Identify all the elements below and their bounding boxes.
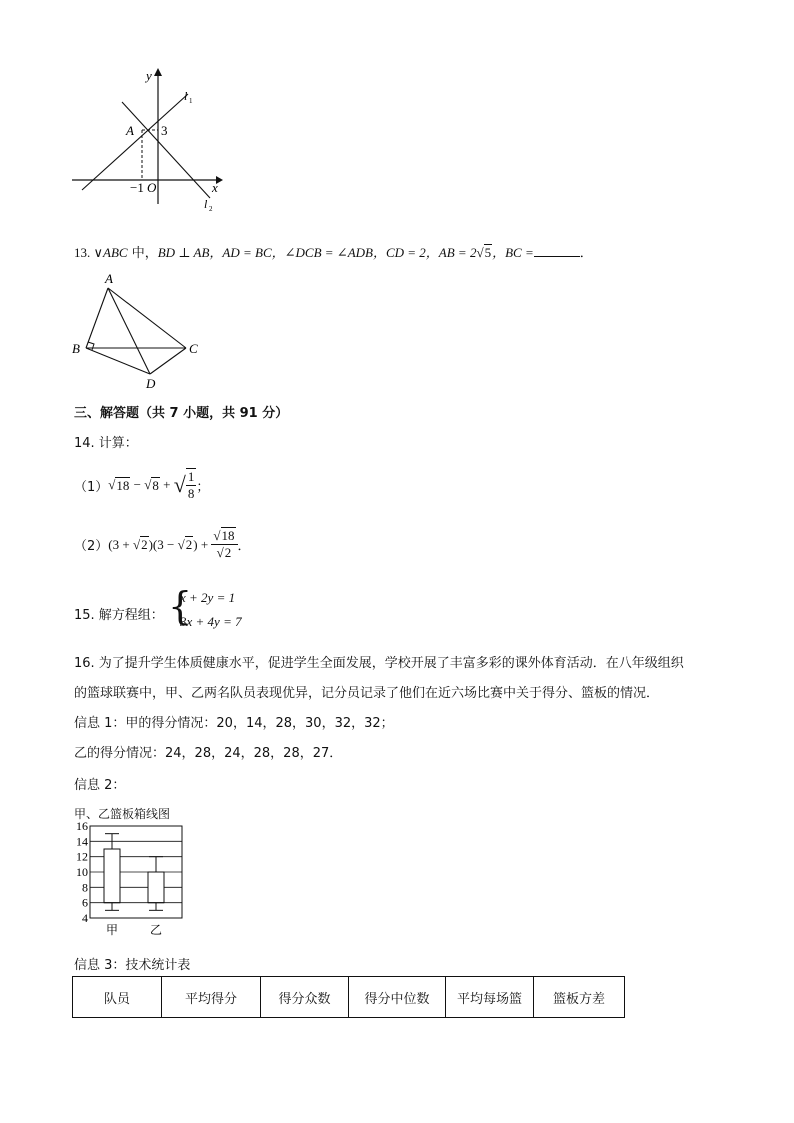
segment-cd <box>150 348 186 374</box>
y-tick-label: 8 <box>82 880 88 895</box>
segment-ad <box>108 288 150 374</box>
q14-fraction-sqrt18-sqrt2 <box>211 528 237 561</box>
q14-part1-end: ； <box>196 479 210 495</box>
q16-line-2: 的篮球联赛中，甲、乙两名队员表现优异，记分员记录了他们在近六场比赛中关于得分、篮板的情况． <box>74 686 660 701</box>
q14-sqrt18: 18 <box>116 477 130 493</box>
q16-info-1b: 乙的得分情况：24，28，24，28，28，27． <box>74 746 343 761</box>
l1-subscript: 1 <box>189 97 193 105</box>
x-category-label: 乙 <box>149 923 163 937</box>
q14-frac-sqrt18: 18 <box>221 528 235 543</box>
label-c: C <box>189 341 198 356</box>
q14-minus: − <box>130 477 145 492</box>
triangle-figure <box>68 270 208 392</box>
q13-triangle: ABC <box>103 245 128 260</box>
q13-zhong: 中， <box>127 246 158 261</box>
label-a: A <box>105 271 113 286</box>
origin-label: O <box>147 180 157 195</box>
q16-line-1: 16. 为了提升学生体质健康水平，促进学生全面发展，学校开展了丰富多彩的课外体育活动．在八年级组织 <box>74 656 684 671</box>
equation-system-brace: { <box>168 584 193 628</box>
segment-bd <box>86 348 150 374</box>
line-l1 <box>82 94 188 190</box>
header-rebound-variance: 篮板方差 <box>534 977 625 1018</box>
label-b: B <box>72 341 80 356</box>
answer-blank[interactable] <box>534 244 580 257</box>
header-score-median: 得分中位数 <box>349 977 446 1018</box>
fraction-denominator: 8 <box>187 486 195 501</box>
q13-conditions: BD ⊥ AB，AD = BC，∠DCB = ∠ADB，CD = 2，AB = 2 <box>157 245 477 260</box>
fraction-numerator: √18 <box>211 528 237 545</box>
equation-2: 3x + 4y = 7 <box>180 614 242 629</box>
sqrt-symbol: √ <box>177 536 185 552</box>
l2-label: l <box>204 197 208 211</box>
x-category-label: 甲 <box>105 923 119 937</box>
q13-prefix: 13. ∨ <box>74 245 104 260</box>
q14-sqrt2-a: 2 <box>141 537 148 552</box>
q16-info-1: 信息 1：甲的得分情况：20，14，28，30，32，32； <box>74 716 394 731</box>
coordinate-figure <box>66 64 226 216</box>
y-tick-label: 14 <box>76 834 88 849</box>
q14-frac-sqrt2: 2 <box>224 545 232 560</box>
header-average-rebounds: 平均每场篮 <box>446 977 534 1018</box>
y-tick-label: 4 <box>82 911 88 925</box>
y-tick-label: 12 <box>76 849 88 864</box>
equation-1: x + 2y = 1 <box>180 590 236 605</box>
question-13 <box>74 242 593 261</box>
q16-info-2: 信息 2： <box>74 778 126 793</box>
value-3-label: 3 <box>161 123 168 138</box>
sqrt-symbol: √ <box>108 477 116 492</box>
point-a-label: A <box>126 123 134 138</box>
y-tick-label: 16 <box>76 819 88 833</box>
q13-sqrt5: 5 <box>484 245 492 260</box>
box <box>148 872 164 903</box>
q13-bc: ，BC = <box>492 245 534 260</box>
value-neg1-label: −1 <box>130 180 144 195</box>
y-tick-label: 6 <box>82 895 88 910</box>
sqrt-symbol: √ <box>173 472 186 497</box>
q14-part2-end: ． <box>237 539 251 554</box>
q16-info-3: 信息 3：技术统计表 <box>74 958 191 973</box>
segment-ab <box>86 288 108 348</box>
sqrt-symbol: √ <box>132 536 141 552</box>
q14-part1-number: （1） <box>74 479 109 495</box>
q14-part1 <box>74 468 209 502</box>
y-tick-label: 10 <box>76 865 88 879</box>
q14-p2-a: (3 + <box>108 536 133 552</box>
box <box>104 849 120 903</box>
q14-p2-c: ) + <box>193 536 212 552</box>
q14-title: 14. 计算： <box>74 436 138 451</box>
fraction-denominator: √2 <box>216 545 232 560</box>
q14-fraction-1-8 <box>186 468 197 502</box>
q14-p2-b: )(3 − <box>148 536 178 552</box>
header-player: 队员 <box>73 977 162 1018</box>
chart-title: 甲、乙篮板箱线图 <box>74 807 171 821</box>
table-header-row <box>73 977 625 1018</box>
stats-table <box>72 976 625 1018</box>
section-title: 三、解答题（共 7 小题，共 91 分） <box>74 406 289 421</box>
header-score-mode: 得分众数 <box>261 977 349 1018</box>
x-axis-label: x <box>212 180 218 195</box>
segment-ac <box>108 288 186 348</box>
sqrt-symbol: √ <box>476 245 484 260</box>
q14-part2 <box>74 528 251 561</box>
boxplot-chart <box>66 818 196 942</box>
q14-sqrt2-b: 2 <box>185 537 193 552</box>
q14-sqrt8: 8 <box>152 477 159 493</box>
l1-label: l <box>184 89 188 103</box>
q14-plus: + <box>159 477 174 492</box>
q14-part2-number: （2） <box>74 539 109 554</box>
y-axis-arrow <box>154 68 162 76</box>
fraction-numerator: 1 <box>187 469 195 484</box>
header-average-score: 平均得分 <box>162 977 261 1018</box>
q13-end: ． <box>579 246 593 261</box>
label-d: D <box>146 376 156 391</box>
sqrt-symbol: √ <box>144 477 152 492</box>
l2-subscript: 2 <box>209 205 213 213</box>
y-axis-label: y <box>146 68 152 83</box>
q15-title: 15. 解方程组： <box>74 608 164 623</box>
